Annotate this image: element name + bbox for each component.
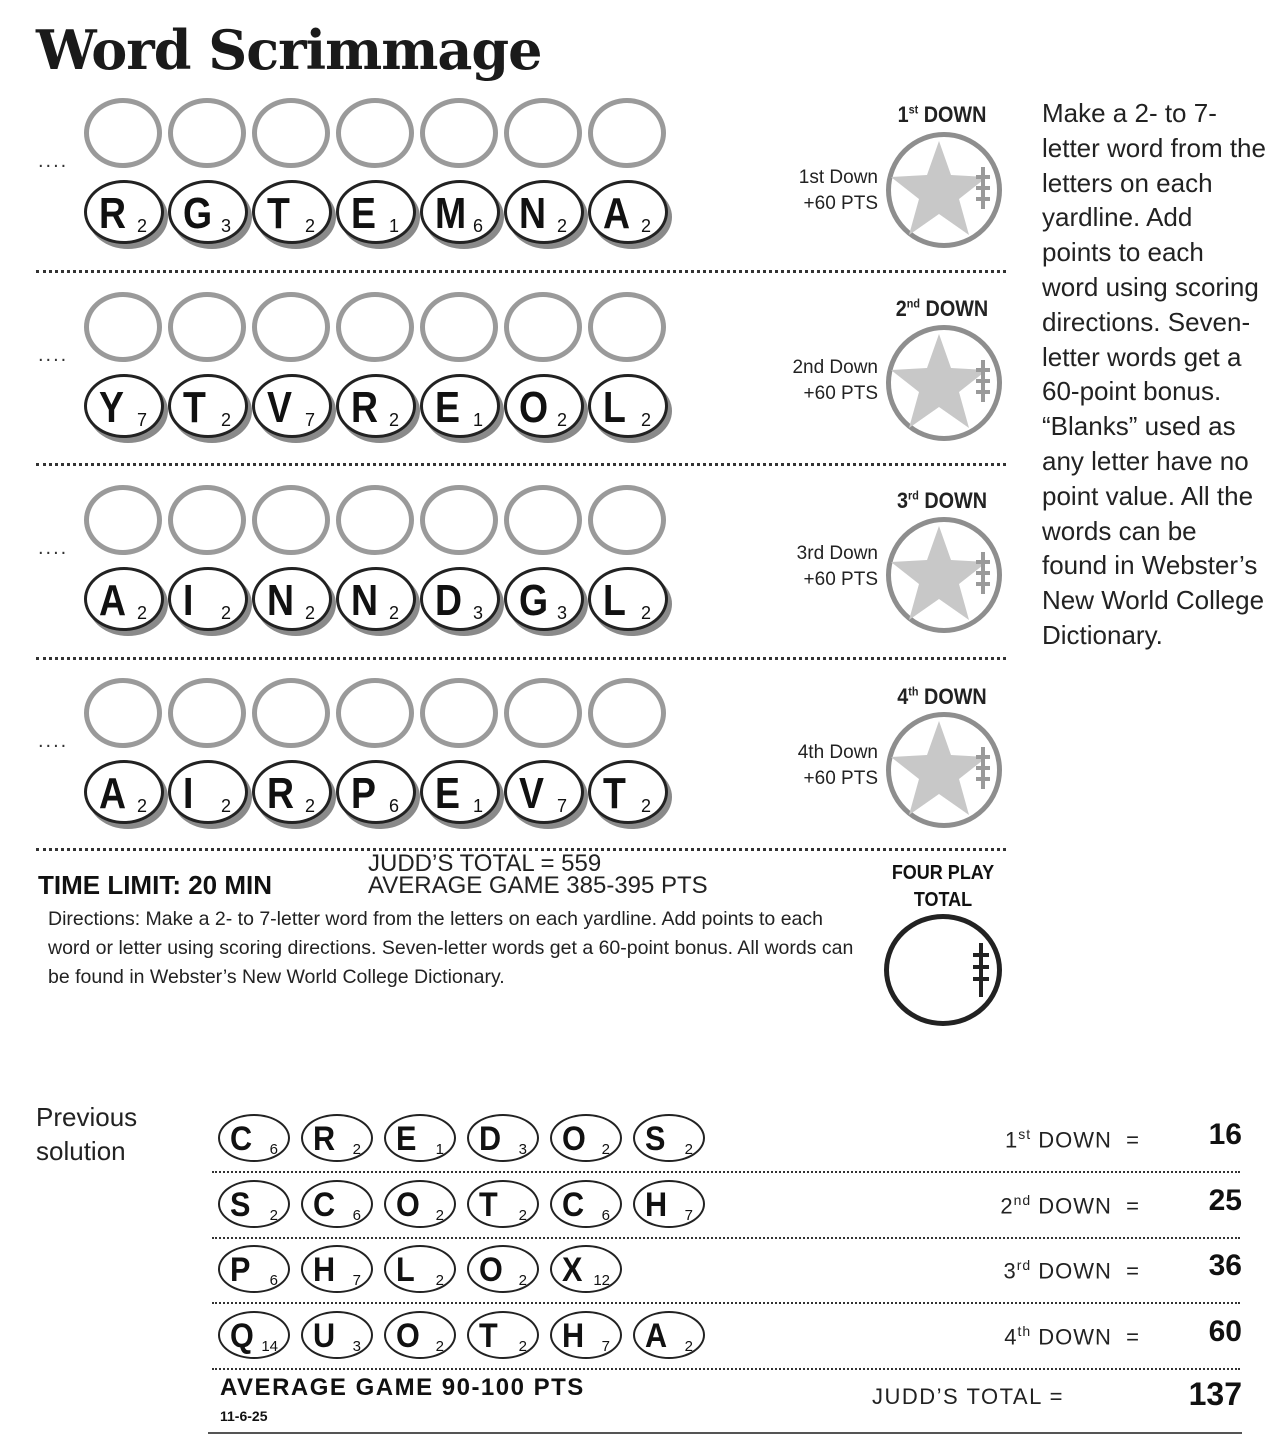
star-football-icon [891, 717, 997, 823]
answer-slot[interactable] [504, 485, 582, 555]
judd-total-top: JUDD’S TOTAL = 559 [368, 850, 602, 877]
tile-letter: O [562, 1120, 586, 1158]
tile-letter: T [267, 189, 290, 238]
down-rest: DOWN = [1031, 1258, 1140, 1284]
tile-points: 2 [136, 603, 147, 623]
solution-tile [301, 1245, 373, 1293]
tile-letter: A [603, 189, 631, 238]
tile-letter: H [562, 1317, 585, 1355]
solution-divider [212, 1171, 1240, 1173]
tile-letter: P [230, 1251, 251, 1289]
tile-letter: O [479, 1251, 503, 1289]
letter-tile[interactable] [168, 567, 248, 631]
down-heading-number: 3 [896, 488, 909, 513]
solution-score: 25 [1208, 1184, 1242, 1217]
tile-points: 2 [304, 796, 315, 816]
answer-slot[interactable] [336, 678, 414, 748]
letter-tile[interactable] [336, 567, 416, 631]
tile-points: 6 [388, 796, 399, 816]
judd-total-bottom-value: 137 [1188, 1376, 1242, 1412]
answer-slot[interactable] [84, 678, 162, 748]
tile-letter: H [313, 1251, 336, 1289]
solution-tile [218, 1311, 290, 1359]
tile-points: 2 [435, 1338, 444, 1355]
down-label-line1: 3rd Down [796, 543, 878, 564]
tile-points: 6 [601, 1207, 610, 1224]
yardline-divider [36, 270, 1006, 273]
letter-tile[interactable] [504, 374, 584, 438]
tile-letter: N [519, 189, 547, 238]
down-rest: DOWN = [1031, 1127, 1140, 1153]
solution-row-3 [210, 1241, 1242, 1303]
solution-tile [301, 1311, 373, 1359]
letter-tile[interactable] [504, 760, 584, 824]
solution-tile [633, 1180, 705, 1228]
down-heading-number: 2 [895, 296, 907, 321]
down-label-line2: +60 PTS [803, 569, 878, 590]
star-football-icon [891, 137, 997, 243]
down-number: 4 [1004, 1324, 1018, 1350]
solution-row-2 [210, 1176, 1242, 1238]
tile-points: 2 [556, 410, 567, 430]
solution-tile [467, 1311, 539, 1359]
tile-letter: Q [230, 1317, 254, 1355]
solution-tile [633, 1311, 705, 1359]
down-heading-suffix: th [908, 684, 919, 699]
letter-tile[interactable] [336, 760, 416, 824]
tile-points: 1 [472, 796, 483, 816]
tile-letter: L [603, 576, 626, 625]
tile-points: 2 [435, 1272, 444, 1289]
letter-tile[interactable] [168, 180, 248, 244]
answer-slot[interactable] [84, 485, 162, 555]
down-heading-suffix: st [908, 102, 919, 117]
tile-letter: H [645, 1186, 668, 1224]
letter-tile[interactable] [588, 567, 668, 631]
solution-tile [550, 1180, 622, 1228]
tile-letter: D [479, 1120, 502, 1158]
letter-tile[interactable] [168, 374, 248, 438]
solution-row-1 [210, 1110, 1242, 1172]
previous-line2: solution [36, 1136, 126, 1166]
down-bonus-label-3 [768, 541, 878, 593]
tile-points: 2 [640, 216, 651, 236]
answer-slot[interactable] [84, 292, 162, 362]
tile-points: 6 [352, 1207, 361, 1224]
tile-points: 2 [352, 1141, 361, 1158]
answer-slot[interactable] [252, 485, 330, 555]
tile-points: 2 [518, 1207, 527, 1224]
down-suffix: nd [1013, 1192, 1032, 1208]
down-heading-4 [888, 684, 996, 710]
down-suffix: rd [1016, 1257, 1032, 1273]
tile-letter: C [313, 1186, 336, 1224]
tile-letter: O [396, 1317, 420, 1355]
directions-text: Directions: Make a 2- to 7-letter word from the letters on each yardline. Add points to each word or letter using scoring directions. Seven-letter words get a 60-point bonus. All words can be found in Webster’s New World College Dictionary. [48, 908, 854, 988]
down-suffix: th [1017, 1323, 1032, 1339]
solution-tile [467, 1245, 539, 1293]
tile-points: 6 [269, 1141, 278, 1158]
tile-points: 3 [472, 603, 483, 623]
down-rest: DOWN = [1031, 1193, 1140, 1219]
tile-points: 2 [304, 603, 315, 623]
four-play-label-line2: TOTAL [913, 889, 973, 911]
down-score-circle-4[interactable] [886, 712, 1002, 828]
tile-letter: R [267, 769, 295, 818]
tile-points: 3 [220, 216, 231, 236]
judd-total-and-average [368, 850, 708, 899]
tile-letter: D [435, 576, 463, 625]
solution-tile [467, 1180, 539, 1228]
tile-letter: S [645, 1120, 666, 1158]
answer-slot[interactable] [84, 98, 162, 168]
letter-tile[interactable] [252, 374, 332, 438]
tile-points: 2 [220, 796, 231, 816]
tile-points: 2 [601, 1141, 610, 1158]
solution-tile [301, 1180, 373, 1228]
tile-letter: T [183, 383, 206, 432]
row-lead-dots: .... [38, 150, 69, 172]
answer-slot[interactable] [168, 485, 246, 555]
tile-points: 12 [593, 1272, 610, 1289]
answer-slot[interactable] [252, 292, 330, 362]
answer-slot[interactable] [504, 678, 582, 748]
solution-tile [384, 1245, 456, 1293]
letter-tile[interactable] [420, 180, 500, 244]
tile-letter: V [519, 769, 544, 818]
down-suffix: st [1018, 1126, 1032, 1142]
tile-letter: A [99, 769, 127, 818]
down-heading-1 [888, 102, 996, 128]
tile-points: 2 [304, 216, 315, 236]
answer-slot[interactable] [336, 292, 414, 362]
puzzle-date: 11-6-25 [220, 1408, 268, 1424]
letter-tile[interactable] [588, 374, 668, 438]
solution-score: 16 [1208, 1118, 1242, 1151]
tile-points: 2 [640, 410, 651, 430]
yardline-divider [36, 848, 1006, 851]
tile-letter: R [99, 189, 127, 238]
solution-tile [467, 1114, 539, 1162]
letter-tile[interactable] [588, 760, 668, 824]
down-number: 2 [1000, 1193, 1014, 1219]
down-label-line2: +60 PTS [803, 768, 878, 789]
solution-tile [384, 1180, 456, 1228]
solution-tile [218, 1180, 290, 1228]
letter-tile[interactable] [420, 567, 500, 631]
down-number: 3 [1003, 1258, 1017, 1284]
tile-points: 14 [261, 1338, 278, 1355]
solution-tile [384, 1311, 456, 1359]
letter-tile[interactable] [168, 760, 248, 824]
four-play-total-label [885, 860, 1002, 914]
answer-slot[interactable] [420, 98, 498, 168]
average-game-top: AVERAGE GAME 385-395 PTS [368, 872, 708, 899]
tile-points: 2 [269, 1207, 278, 1224]
solution-tile [384, 1114, 456, 1162]
answer-slot[interactable] [588, 98, 666, 168]
tile-letter: P [351, 769, 376, 818]
tile-points: 3 [352, 1338, 361, 1355]
solution-tile [218, 1245, 290, 1293]
tile-letter: L [396, 1251, 415, 1289]
tile-points: 3 [556, 603, 567, 623]
four-play-label-line1: FOUR PLAY [891, 862, 995, 884]
previous-line1: Previous [36, 1102, 138, 1132]
solution-divider [212, 1368, 1240, 1370]
judd-total-bottom-label: JUDD’S TOTAL = [872, 1384, 1064, 1409]
tile-points: 7 [304, 410, 315, 430]
answer-slot[interactable] [252, 98, 330, 168]
answer-slot[interactable] [504, 98, 582, 168]
football-laces-icon [889, 919, 997, 1021]
down-bonus-label-1 [768, 165, 878, 217]
tile-points: 7 [684, 1207, 693, 1224]
down-rest: DOWN = [1031, 1324, 1140, 1350]
tile-points: 2 [640, 603, 651, 623]
letter-tile[interactable] [336, 180, 416, 244]
solution-down-label [900, 1257, 1140, 1284]
down-heading-word: DOWN [925, 296, 989, 321]
tile-letter: O [519, 383, 549, 432]
letter-tile[interactable] [420, 760, 500, 824]
answer-slot[interactable] [168, 292, 246, 362]
yardline-divider [36, 657, 1006, 660]
answer-slot[interactable] [252, 678, 330, 748]
letter-tile[interactable] [252, 180, 332, 244]
letter-tile[interactable] [252, 567, 332, 631]
tile-letter: N [351, 576, 379, 625]
down-heading-suffix: rd [908, 488, 919, 503]
tile-points: 2 [640, 796, 651, 816]
tile-letter: V [267, 383, 292, 432]
down-bonus-label-4 [768, 740, 878, 792]
tile-points: 7 [352, 1272, 361, 1289]
answer-slot[interactable] [420, 678, 498, 748]
letter-tile[interactable] [504, 180, 584, 244]
letter-tile[interactable] [420, 374, 500, 438]
tile-letter: G [183, 189, 213, 238]
letter-tile[interactable] [588, 180, 668, 244]
tile-letter: E [351, 189, 376, 238]
solution-tile [218, 1114, 290, 1162]
solution-tile [301, 1114, 373, 1162]
down-heading-word: DOWN [924, 684, 987, 709]
down-heading-word: DOWN [923, 102, 987, 127]
tile-letter: A [99, 576, 127, 625]
tile-letter: E [396, 1120, 417, 1158]
tile-points: 2 [556, 216, 567, 236]
letter-tile[interactable] [84, 567, 164, 631]
down-heading-number: 4 [897, 684, 909, 709]
tile-letter: I [183, 769, 194, 818]
tile-letter: C [230, 1120, 253, 1158]
down-heading-word: DOWN [924, 488, 988, 513]
solution-tile [550, 1245, 622, 1293]
tile-letter: R [351, 383, 379, 432]
solution-divider [212, 1302, 1240, 1304]
down-label-line1: 2nd Down [792, 357, 878, 378]
row-lead-dots: .... [38, 730, 69, 752]
previous-solution-label [36, 1100, 137, 1168]
letter-tile[interactable] [252, 760, 332, 824]
down-number: 1 [1005, 1127, 1019, 1153]
answer-slot[interactable] [588, 485, 666, 555]
solution-tile [633, 1114, 705, 1162]
tile-points: 2 [388, 410, 399, 430]
down-label-line2: +60 PTS [803, 193, 878, 214]
instructions-text: Make a 2- to 7-letter word from the letters on each yardline. Add points to each word using scoring directions. Seven-letter words get a 60-point bonus. “Blanks” used as any letter have no point value. All the words can be found in Webster’s New World College Dictionary. [1042, 98, 1266, 650]
letter-tile[interactable] [504, 567, 584, 631]
tile-letter: Y [99, 383, 124, 432]
yardline-divider [36, 463, 1006, 466]
tile-points: 2 [220, 603, 231, 623]
tile-letter: A [645, 1317, 668, 1355]
down-heading-2 [888, 296, 996, 322]
answer-slot[interactable] [168, 678, 246, 748]
tile-letter: I [183, 576, 194, 625]
solution-score: 36 [1208, 1249, 1242, 1282]
tile-points: 2 [684, 1338, 693, 1355]
tile-letter: E [435, 383, 460, 432]
answer-slot[interactable] [588, 292, 666, 362]
down-bonus-label-2 [768, 355, 878, 407]
tile-points: 7 [136, 410, 147, 430]
tile-points: 6 [472, 216, 483, 236]
tile-points: 2 [684, 1141, 693, 1158]
solution-row-4 [210, 1307, 1242, 1369]
tile-points: 1 [472, 410, 483, 430]
tile-letter: M [435, 189, 467, 238]
tile-letter: C [562, 1186, 585, 1224]
star-football-icon [891, 330, 997, 436]
down-heading-suffix: nd [906, 296, 921, 311]
down-score-circle-3[interactable] [886, 517, 1002, 633]
time-limit: TIME LIMIT: 20 MIN [38, 870, 272, 900]
down-score-circle-1[interactable] [886, 132, 1002, 248]
star-football-icon [891, 522, 997, 628]
letter-tile[interactable] [84, 374, 164, 438]
tile-letter: T [479, 1317, 498, 1355]
tile-points: 2 [435, 1207, 444, 1224]
down-heading-number: 1 [897, 102, 909, 127]
tile-letter: N [267, 576, 295, 625]
row-lead-dots: .... [38, 537, 69, 559]
down-score-circle-2[interactable] [886, 325, 1002, 441]
answer-slot[interactable] [588, 678, 666, 748]
tile-points: 2 [136, 796, 147, 816]
letter-tile[interactable] [84, 180, 164, 244]
tile-points: 1 [388, 216, 399, 236]
answer-slot[interactable] [420, 292, 498, 362]
tile-letter: X [562, 1251, 583, 1289]
tile-letter: U [313, 1317, 336, 1355]
page-title: Word Scrimmage [36, 18, 542, 82]
tile-points: 3 [518, 1141, 527, 1158]
average-game-bottom: AVERAGE GAME 90-100 PTS [220, 1374, 585, 1401]
tile-letter: T [479, 1186, 498, 1224]
down-heading-3 [888, 488, 996, 514]
tile-points: 2 [518, 1338, 527, 1355]
tile-points: 1 [435, 1141, 444, 1158]
tile-letter: L [603, 383, 626, 432]
four-play-total-circle[interactable] [884, 914, 1002, 1026]
tile-points: 2 [136, 216, 147, 236]
solution-down-label [900, 1126, 1140, 1153]
answer-slot[interactable] [420, 485, 498, 555]
down-label-line1: 1st Down [798, 167, 878, 188]
tile-letter: O [396, 1186, 420, 1224]
tile-letter: T [603, 769, 626, 818]
solution-down-label [900, 1323, 1140, 1350]
solution-tile [550, 1311, 622, 1359]
down-label-line2: +60 PTS [803, 383, 878, 404]
tile-points: 7 [556, 796, 567, 816]
solution-tile [550, 1114, 622, 1162]
down-label-line1: 4th Down [797, 742, 878, 763]
tile-letter: G [519, 576, 549, 625]
answer-slot[interactable] [504, 292, 582, 362]
answer-slot[interactable] [336, 485, 414, 555]
tile-points: 2 [518, 1272, 527, 1289]
answer-slot[interactable] [336, 98, 414, 168]
tile-points: 7 [601, 1338, 610, 1355]
tile-points: 6 [269, 1272, 278, 1289]
solution-score: 60 [1208, 1315, 1242, 1348]
solution-divider [212, 1237, 1240, 1239]
tile-points: 2 [220, 410, 231, 430]
tile-points: 2 [388, 603, 399, 623]
tile-letter: S [230, 1186, 251, 1224]
tile-letter: R [313, 1120, 336, 1158]
letter-tile[interactable] [84, 760, 164, 824]
answer-slot[interactable] [168, 98, 246, 168]
tile-letter: E [435, 769, 460, 818]
bottom-divider [208, 1432, 1242, 1434]
row-lead-dots: .... [38, 344, 69, 366]
letter-tile[interactable] [336, 374, 416, 438]
solution-down-label [900, 1192, 1140, 1219]
